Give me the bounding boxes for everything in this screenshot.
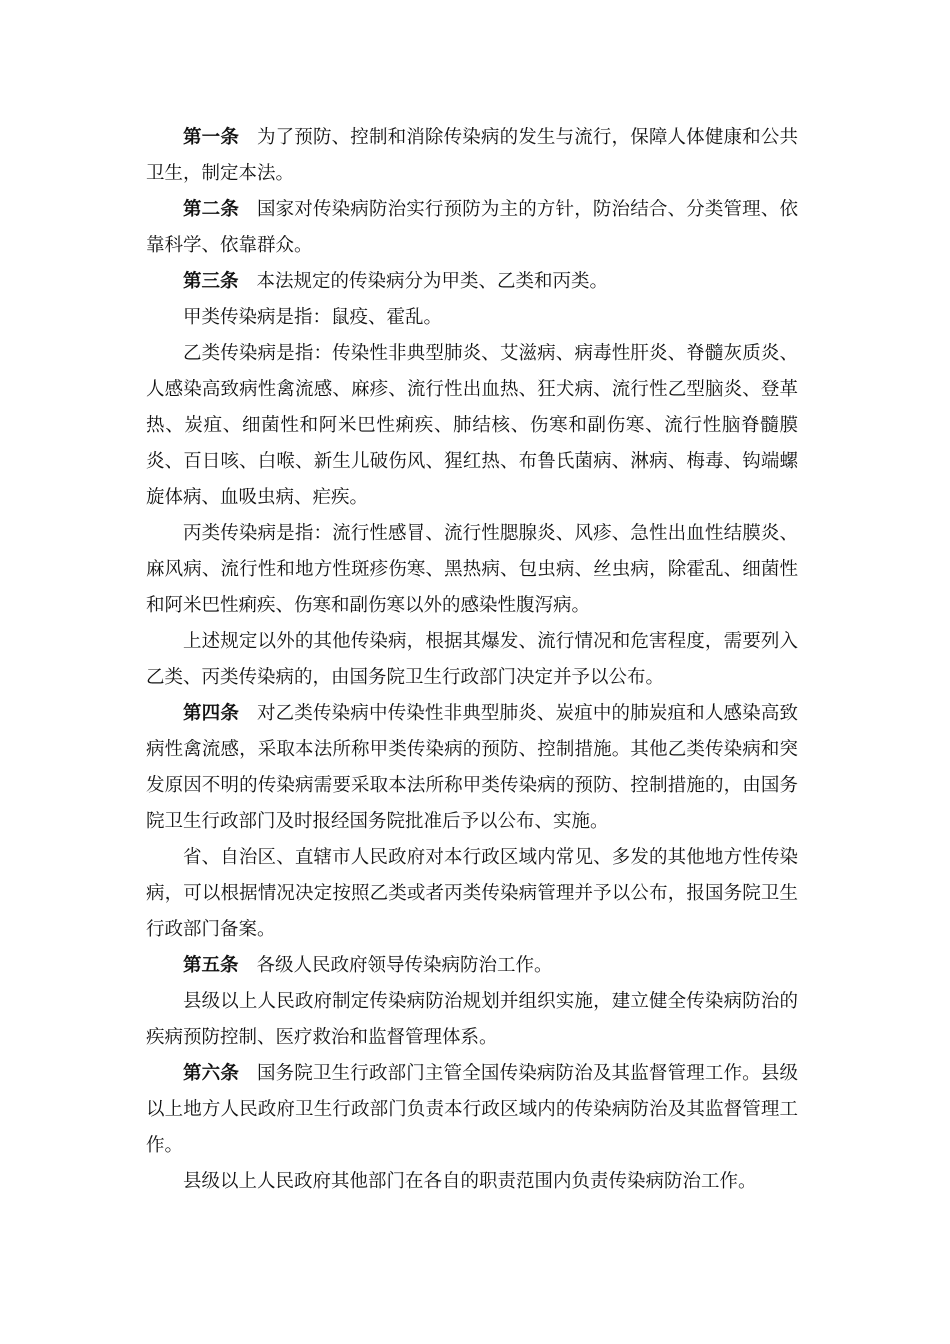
- paragraph-article-2: [146, 192, 798, 264]
- paragraph-text: 本法规定的传染病分为甲类、乙类和丙类。: [256, 271, 609, 292]
- paragraph-text: 省、自治区、直辖市人民政府对本行政区域内常见、多发的其他地方性传染病，可以根据情况决定按照乙类或者丙类传染病管理并予以公布，报国务院卫生行政部门备案。: [146, 847, 798, 940]
- paragraph-class-b: [146, 336, 798, 516]
- paragraph-text: 上述规定以外的其他传染病，根据其爆发、流行情况和危害程度，需要列入乙类、丙类传染病的，由国务院卫生行政部门决定并予以公布。: [146, 631, 798, 688]
- article-label: 第四条: [183, 703, 239, 724]
- paragraph-class-a: [146, 300, 798, 336]
- paragraph-text: 国家对传染病防治实行预防为主的方针，防治结合、分类管理、依靠科学、依靠群众。: [146, 199, 798, 256]
- article-label: 第五条: [183, 955, 239, 976]
- paragraph-text: 乙类传染病是指：传染性非典型肺炎、艾滋病、病毒性肝炎、脊髓灰质炎、人感染高致病性禽流感、麻疹、流行性出血热、狂犬病、流行性乙型脑炎、登革热、炭疽、细菌性和阿米巴性痢疾、肺结核、伤寒和副伤寒、流行性脑脊髓膜炎、百日咳、白喉、新生儿破伤风、猩红热、布鲁氏菌病、淋病、梅毒、钩端螺旋体病、血吸虫病、疟疾。: [146, 343, 798, 508]
- paragraph-article-5: [146, 948, 798, 984]
- paragraph-text: 各级人民政府领导传染病防治工作。: [256, 955, 553, 976]
- paragraph-text: 对乙类传染病中传染性非典型肺炎、炭疽中的肺炭疽和人感染高致病性禽流感，采取本法所称甲类传染病的预防、控制措施。其他乙类传染病和突发原因不明的传染病需要采取本法所称甲类传染病的预防、控制措施的，由国务院卫生行政部门及时报经国务院批准后予以公布、实施。: [146, 703, 798, 832]
- paragraph-text: 县级以上人民政府制定传染病防治规划并组织实施，建立健全传染病防治的疾病预防控制、医疗救治和监督管理体系。: [146, 991, 798, 1048]
- paragraph-other-diseases: [146, 624, 798, 696]
- paragraph-article-6: [146, 1056, 798, 1164]
- paragraph-text: 国务院卫生行政部门主管全国传染病防治及其监督管理工作。县级以上地方人民政府卫生行政部门负责本行政区域内的传染病防治及其监督管理工作。: [146, 1063, 798, 1156]
- paragraph-provincial: [146, 840, 798, 948]
- article-label: 第一条: [183, 127, 239, 148]
- article-label: 第六条: [183, 1063, 239, 1084]
- paragraph-text: 甲类传染病是指：鼠疫、霍乱。: [183, 307, 443, 328]
- article-label: 第二条: [183, 199, 239, 220]
- paragraph-class-c: [146, 516, 798, 624]
- paragraph-article-4: [146, 696, 798, 840]
- article-label: 第三条: [183, 271, 239, 292]
- paragraph-county-plan: [146, 984, 798, 1056]
- paragraph-text: 丙类传染病是指：流行性感冒、流行性腮腺炎、风疹、急性出血性结膜炎、麻风病、流行性和地方性斑疹伤寒、黑热病、包虫病、丝虫病，除霍乱、细菌性和阿米巴性痢疾、伤寒和副伤寒以外的感染性腹泻病。: [146, 523, 798, 616]
- paragraph-text: 为了预防、控制和消除传染病的发生与流行，保障人体健康和公共卫生，制定本法。: [146, 127, 798, 184]
- paragraph-article-3: [146, 264, 798, 300]
- paragraph-text: 县级以上人民政府其他部门在各自的职责范围内负责传染病防治工作。: [183, 1171, 757, 1192]
- document-body: [146, 120, 798, 1200]
- paragraph-article-1: [146, 120, 798, 192]
- paragraph-other-departments: [146, 1164, 798, 1200]
